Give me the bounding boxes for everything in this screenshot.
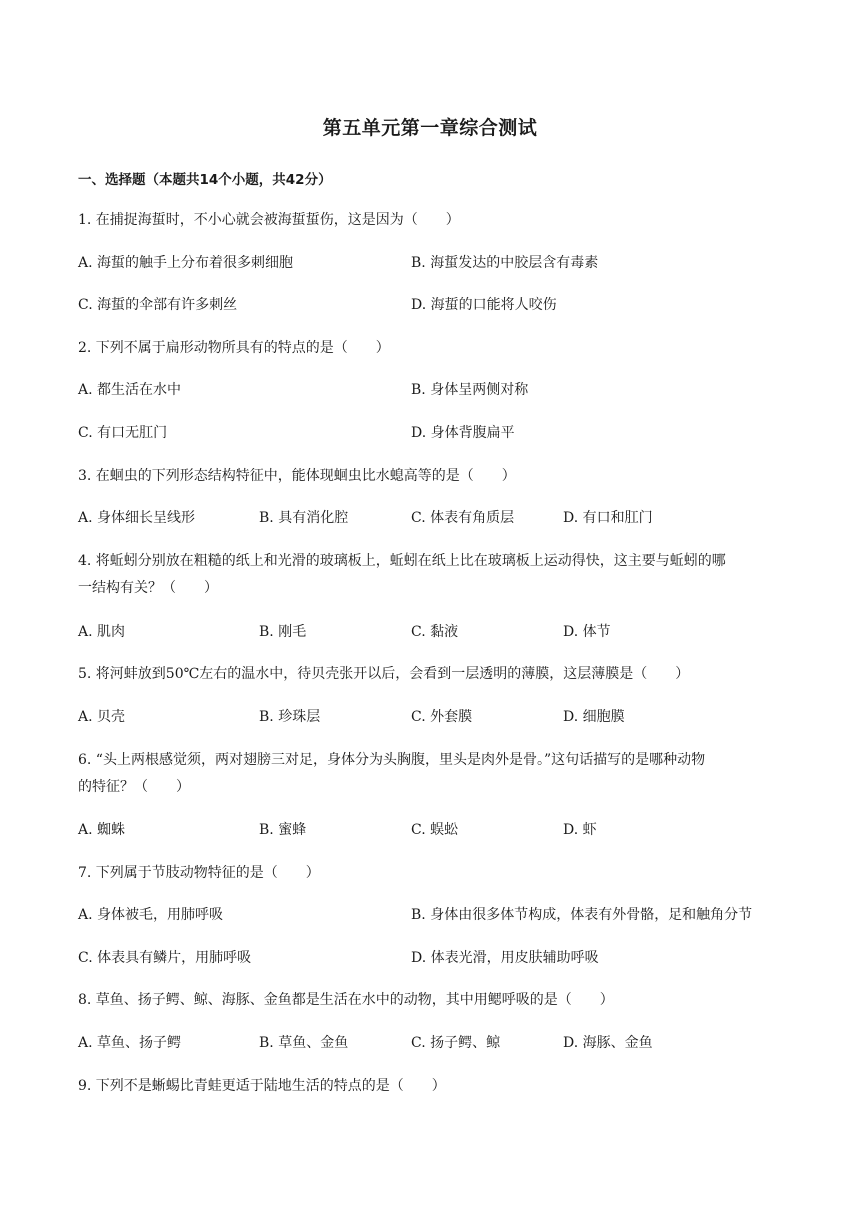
q1-option-b: B. 海蜇发达的中胶层含有毒素 [411, 255, 599, 271]
q3-option-b: B. 具有消化腔 [259, 510, 349, 526]
q2-option-d: D. 身体背腹扁平 [411, 425, 515, 441]
q6-option-c: C. 蜈蚣 [411, 822, 459, 838]
question-6-stem: 6. “头上两根感觉须，两对翅膀三对足，身体分为头胸腹，里头是肉外是骨。”这句话描写的是哪种动物 [78, 752, 706, 768]
q3-option-a: A. 身体细长呈线形 [78, 510, 196, 526]
question-7-stem: 7. 下列属于节肢动物特征的是（ ） [78, 865, 320, 881]
question-5-stem: 5. 将河蚌放到50℃左右的温水中，待贝壳张开以后，会看到一层透明的薄膜，这层薄膜是（ ） [78, 666, 690, 682]
q7-option-d: D. 体表光滑，用皮肤辅助呼吸 [411, 950, 599, 966]
q3-option-d: D. 有口和肛门 [563, 510, 653, 526]
question-1-stem: 1. 在捕捉海蜇时，不小心就会被海蜇蜇伤，这是因为（ ） [78, 212, 460, 228]
q1-option-c: C. 海蜇的伞部有许多刺丝 [78, 297, 238, 313]
q4-option-a: A. 肌肉 [78, 624, 126, 640]
q7-option-b: B. 身体由很多体节构成，体表有外骨骼，足和触角分节 [411, 907, 753, 923]
question-8-stem: 8. 草鱼、扬子鳄、鲸、海豚、金鱼都是生活在水中的动物，其中用鳃呼吸的是（ ） [78, 992, 614, 1008]
q5-option-b: B. 珍珠层 [259, 709, 321, 725]
q8-option-d: D. 海豚、金鱼 [563, 1035, 653, 1051]
q5-option-c: C. 外套膜 [411, 709, 473, 725]
question-6-stem-cont: 的特征？（ ） [78, 779, 190, 795]
q2-option-a: A. 都生活在水中 [78, 382, 182, 398]
section-heading: 一、选择题（本题共14个小题，共42分） [78, 172, 332, 188]
q1-option-a: A. 海蜇的触手上分布着很多刺细胞 [78, 255, 294, 271]
q6-option-b: B. 蜜蜂 [259, 822, 307, 838]
q5-option-a: A. 贝壳 [78, 709, 126, 725]
q8-option-c: C. 扬子鳄、鲸 [411, 1035, 501, 1051]
question-3-stem: 3. 在蛔虫的下列形态结构特征中，能体现蛔虫比水螅高等的是（ ） [78, 468, 516, 484]
q1-option-d: D. 海蜇的口能将人咬伤 [411, 297, 557, 313]
question-2-stem: 2. 下列不属于扁形动物所具有的特点的是（ ） [78, 340, 390, 356]
question-4-stem: 4. 将蚯蚓分别放在粗糙的纸上和光滑的玻璃板上，蚯蚓在纸上比在玻璃板上运动得快，这主要与蚯蚓的哪 [78, 553, 726, 569]
q4-option-c: C. 黏液 [411, 624, 459, 640]
q6-option-d: D. 虾 [563, 822, 597, 838]
question-9-stem: 9. 下列不是蜥蜴比青蛙更适于陆地生活的特点的是（ ） [78, 1078, 446, 1094]
q5-option-d: D. 细胞膜 [563, 709, 625, 725]
q3-option-c: C. 体表有角质层 [411, 510, 515, 526]
q6-option-a: A. 蜘蛛 [78, 822, 126, 838]
q4-option-b: B. 刚毛 [259, 624, 307, 640]
q8-option-b: B. 草鱼、金鱼 [259, 1035, 349, 1051]
page-title: 第五单元第一章综合测试 [322, 117, 538, 139]
question-4-stem-cont: 一结构有关？（ ） [78, 580, 218, 596]
q2-option-b: B. 身体呈两侧对称 [411, 382, 529, 398]
q4-option-d: D. 体节 [563, 624, 611, 640]
q2-option-c: C. 有口无肛门 [78, 425, 168, 441]
q8-option-a: A. 草鱼、扬子鳄 [78, 1035, 182, 1051]
q7-option-c: C. 体表具有鳞片，用肺呼吸 [78, 950, 252, 966]
q7-option-a: A. 身体被毛，用肺呼吸 [78, 907, 224, 923]
